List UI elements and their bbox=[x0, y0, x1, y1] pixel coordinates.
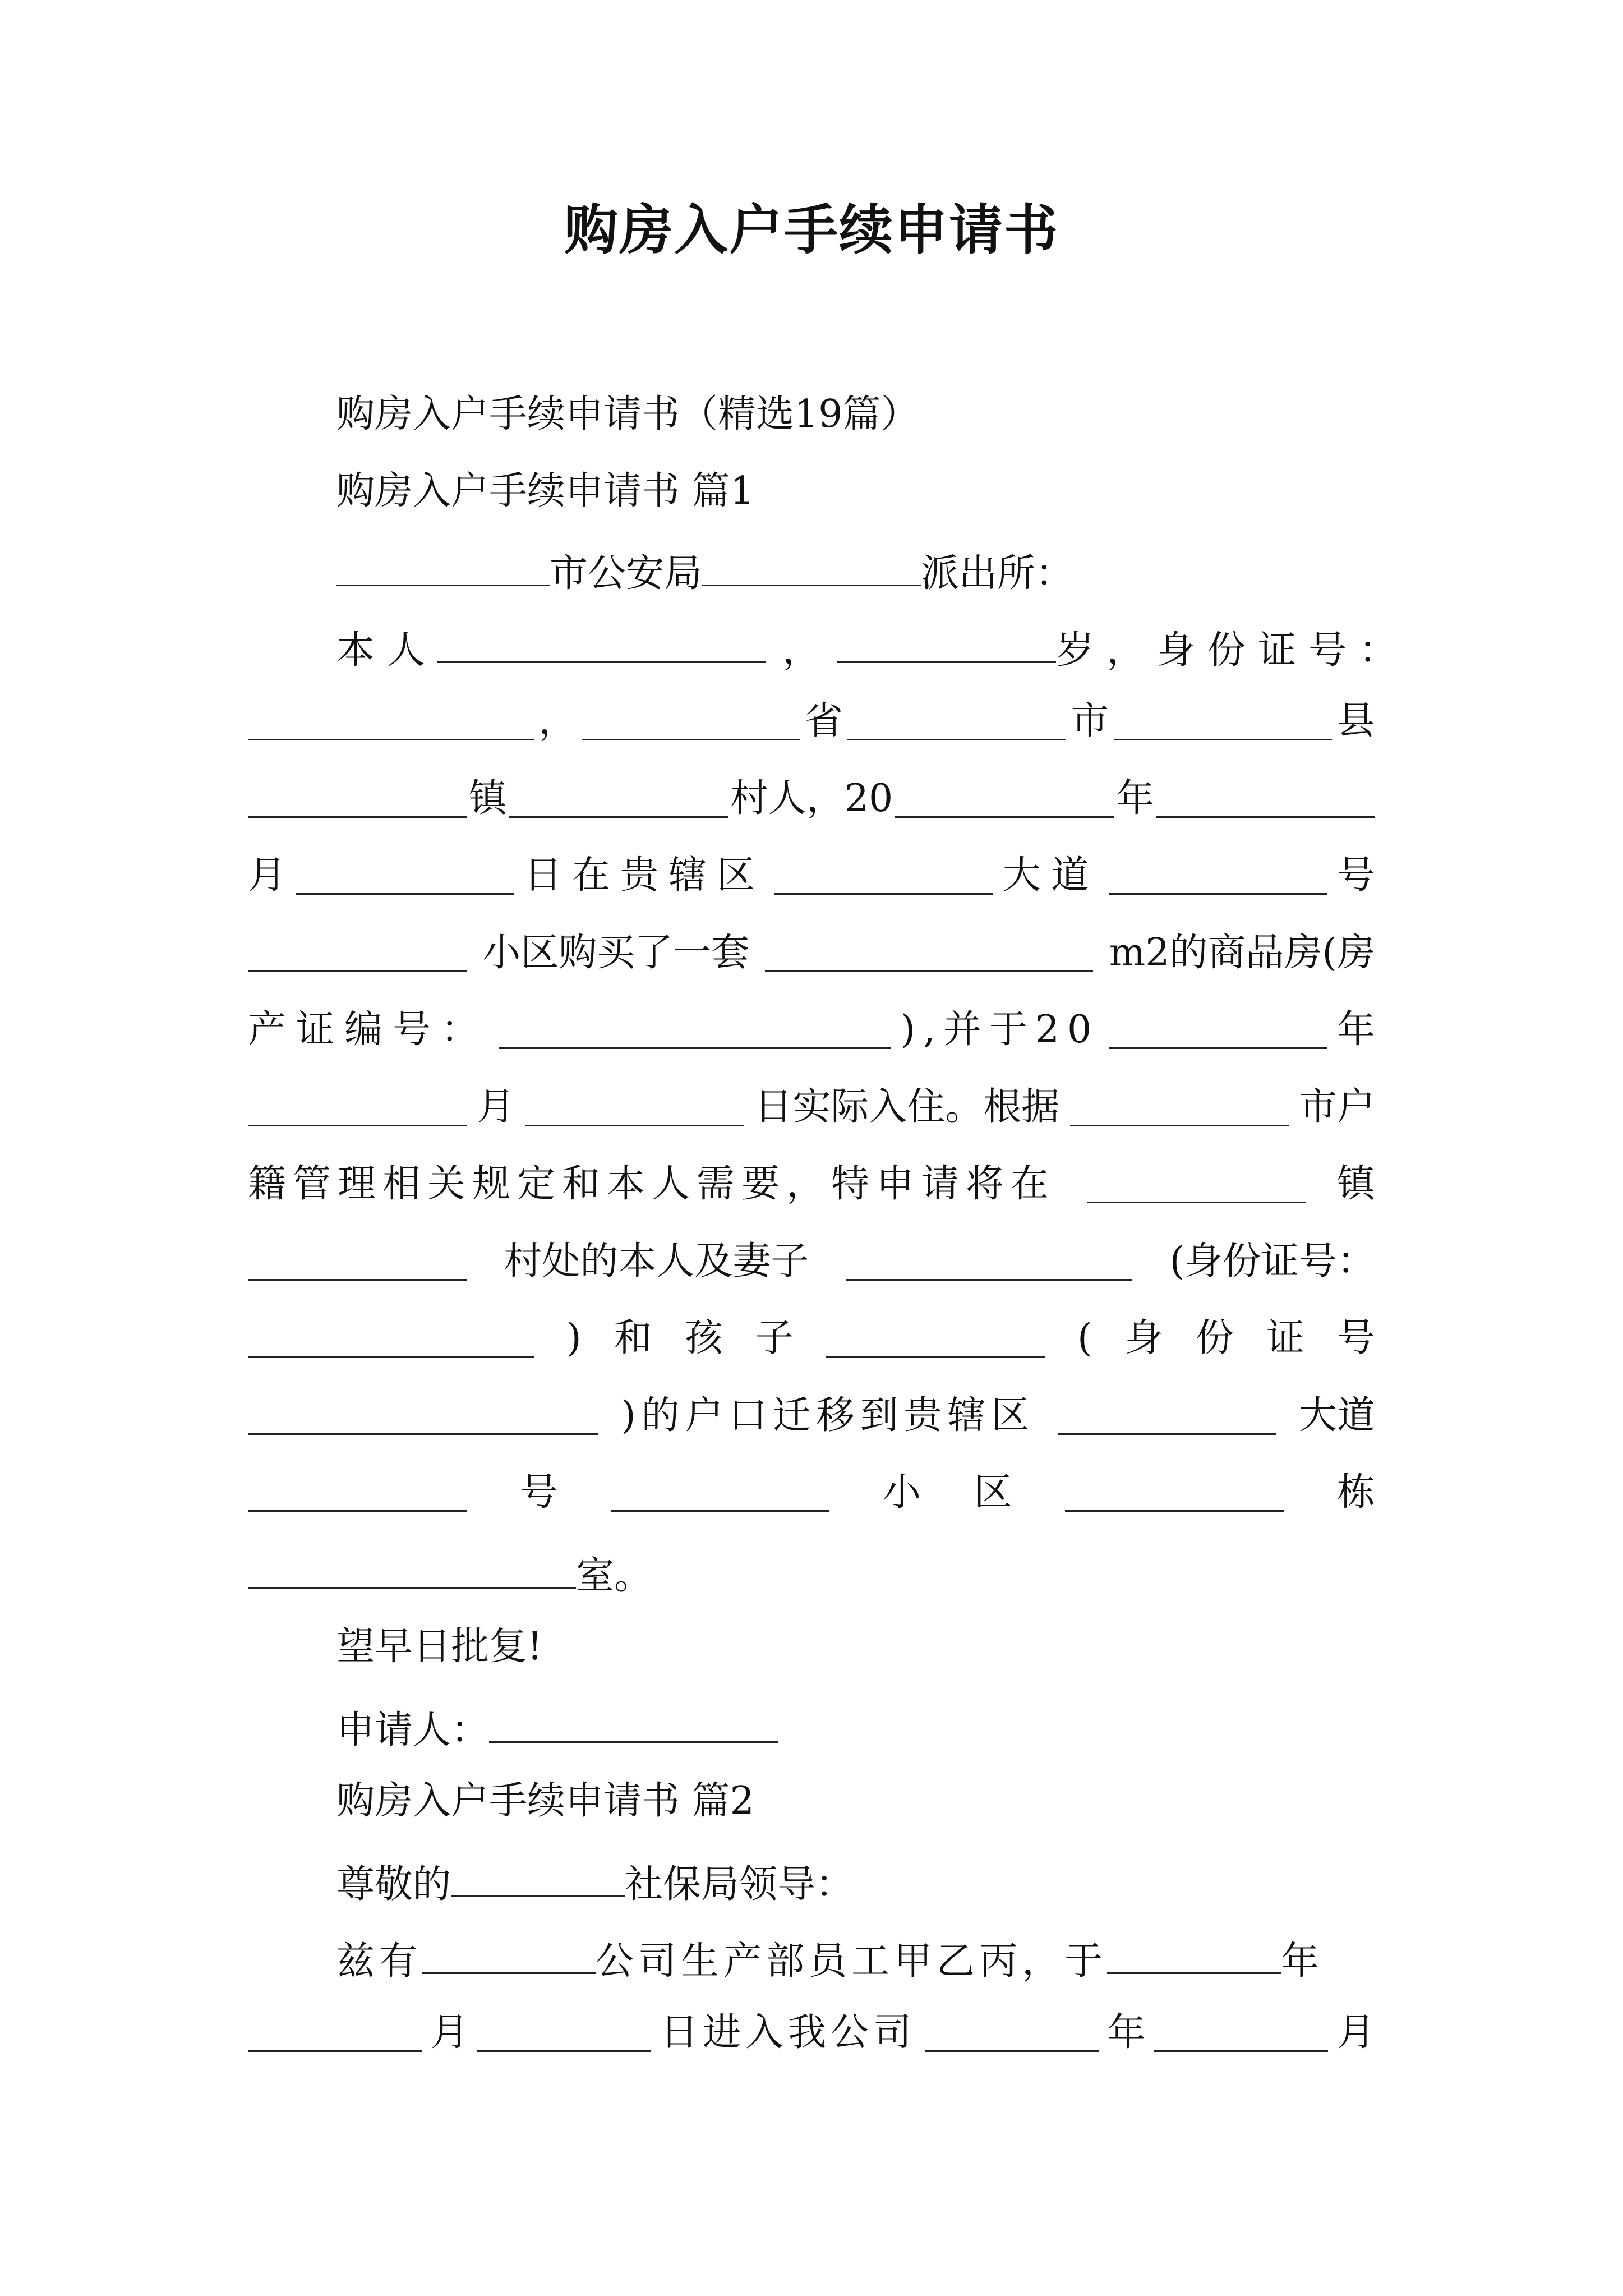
blank bbox=[296, 857, 514, 895]
blank bbox=[248, 780, 467, 818]
text: 村人，20 bbox=[730, 776, 893, 821]
blank bbox=[248, 1474, 467, 1512]
paragraph-line bbox=[248, 1393, 1375, 1438]
blank bbox=[1109, 1011, 1327, 1049]
blank bbox=[422, 1936, 596, 1974]
paragraph-line bbox=[248, 1007, 1375, 1052]
blank bbox=[437, 625, 766, 663]
text: 兹有 bbox=[336, 1939, 422, 1984]
paragraph-line bbox=[248, 699, 1375, 743]
blank bbox=[525, 1089, 744, 1126]
blank bbox=[1065, 1474, 1284, 1512]
text: 村处的本人及妻子 bbox=[504, 1239, 809, 1283]
text: 年 bbox=[1281, 1939, 1320, 1984]
applicant-line bbox=[336, 1705, 778, 1750]
blank bbox=[1058, 1397, 1276, 1435]
text: ( bbox=[1077, 1316, 1092, 1360]
paragraph-line bbox=[248, 2010, 1375, 2055]
paragraph-line bbox=[248, 1470, 1375, 1515]
text: 大道 bbox=[1002, 853, 1099, 898]
text: 月 bbox=[430, 2010, 469, 2055]
text: 年 bbox=[1107, 2010, 1146, 2055]
text: 籍管理相关规定和本人需要，特申请将在 bbox=[248, 1162, 1056, 1206]
text: 孩 bbox=[684, 1316, 723, 1360]
section-heading: 购房入户手续申请书 篇1 bbox=[336, 469, 754, 513]
blank bbox=[895, 780, 1114, 818]
paragraph-line bbox=[336, 625, 1410, 673]
text: 号 bbox=[1336, 853, 1375, 898]
document-title: 购房入户手续申请书 bbox=[564, 198, 1059, 261]
text: 尊敬的 bbox=[336, 1862, 451, 1907]
blank bbox=[1156, 780, 1375, 818]
text: 栋 bbox=[1336, 1470, 1375, 1515]
blank bbox=[509, 780, 728, 818]
blank bbox=[1109, 857, 1327, 895]
blank bbox=[1114, 703, 1332, 740]
text: 年 bbox=[1336, 1007, 1375, 1052]
paragraph-line bbox=[248, 853, 1375, 898]
paragraph-line bbox=[248, 1162, 1375, 1206]
address-line bbox=[336, 549, 1074, 596]
text: 和 bbox=[614, 1316, 652, 1360]
blank bbox=[837, 625, 1056, 663]
text: 市公安局 bbox=[550, 551, 703, 596]
text: 号 bbox=[1336, 1316, 1375, 1360]
blank bbox=[846, 1243, 1132, 1281]
blank bbox=[451, 1860, 625, 1897]
address-line bbox=[336, 1860, 854, 1907]
text: 小 bbox=[882, 1470, 921, 1515]
blank bbox=[1087, 1166, 1306, 1203]
text: 岁，身份证号： bbox=[1056, 628, 1410, 673]
text: 本人 bbox=[336, 628, 438, 673]
text: 派出所： bbox=[921, 551, 1074, 596]
text: 份 bbox=[1195, 1316, 1234, 1360]
blank bbox=[248, 1397, 598, 1435]
blank bbox=[336, 549, 550, 586]
paragraph-line bbox=[248, 1239, 1375, 1283]
text: 镇 bbox=[468, 776, 507, 821]
blank bbox=[477, 2014, 651, 2052]
blank bbox=[248, 1243, 467, 1281]
text: 月 bbox=[248, 853, 287, 898]
text: 大道 bbox=[1298, 1393, 1375, 1438]
blank bbox=[248, 1089, 467, 1126]
blank bbox=[826, 1320, 1045, 1358]
text: 子 bbox=[755, 1316, 794, 1360]
text: 小区购买了一套 bbox=[482, 931, 750, 975]
paragraph-line bbox=[248, 776, 1375, 821]
text: 社保局领导： bbox=[625, 1862, 854, 1907]
blank bbox=[582, 703, 800, 740]
text: 号 bbox=[519, 1470, 558, 1515]
document-subtitle: 购房入户手续申请书（精选19篇） bbox=[336, 392, 919, 436]
section-heading: 购房入户手续申请书 篇2 bbox=[336, 1779, 754, 1823]
paragraph-line bbox=[248, 1316, 1375, 1360]
blank bbox=[248, 703, 534, 740]
paragraph-line bbox=[248, 1551, 653, 1598]
text: m2的商品房(房 bbox=[1109, 931, 1375, 975]
text: ) bbox=[566, 1316, 582, 1360]
closing-line: 望早日批复! bbox=[336, 1625, 543, 1669]
paragraph-line bbox=[336, 1936, 1320, 1984]
blank bbox=[611, 1474, 829, 1512]
blank bbox=[774, 857, 993, 895]
text: 公司生产部员工甲乙丙，于 bbox=[596, 1939, 1108, 1984]
text: 证 bbox=[1266, 1316, 1304, 1360]
text: 月 bbox=[1336, 2010, 1375, 2055]
blank bbox=[847, 703, 1066, 740]
text: ， bbox=[782, 628, 821, 673]
text: 市户 bbox=[1298, 1085, 1375, 1129]
text: 日实际入住。根据 bbox=[754, 1085, 1060, 1129]
text: 市 bbox=[1071, 699, 1109, 743]
text: 产证编号： bbox=[248, 1007, 490, 1052]
text: (身份证号： bbox=[1169, 1239, 1375, 1283]
text: 区 bbox=[974, 1470, 1012, 1515]
blank bbox=[702, 549, 921, 586]
blank bbox=[248, 1551, 576, 1589]
blank bbox=[925, 2014, 1099, 2052]
text: 月 bbox=[477, 1085, 515, 1129]
blank bbox=[765, 935, 1093, 972]
text: 镇 bbox=[1336, 1162, 1375, 1206]
text: 年 bbox=[1116, 776, 1155, 821]
blank bbox=[248, 2014, 422, 2052]
blank bbox=[1070, 1089, 1289, 1126]
blank bbox=[1107, 1936, 1281, 1974]
text: 省 bbox=[804, 699, 843, 743]
paragraph-line bbox=[248, 1085, 1375, 1129]
text: 日在贵辖区 bbox=[523, 853, 765, 898]
text: 日进入我公司 bbox=[660, 2010, 916, 2055]
text: 室。 bbox=[576, 1554, 653, 1598]
paragraph-line bbox=[248, 931, 1375, 975]
text: ),并于20 bbox=[900, 1007, 1100, 1052]
text: )的户口迁移到贵辖区 bbox=[621, 1393, 1035, 1438]
text: ， bbox=[538, 699, 577, 743]
blank bbox=[499, 1011, 891, 1049]
blank bbox=[1154, 2014, 1328, 2052]
applicant-label: 申请人： bbox=[336, 1708, 490, 1752]
blank bbox=[248, 935, 467, 972]
text: 县 bbox=[1336, 699, 1375, 743]
blank bbox=[248, 1320, 534, 1358]
signature-blank bbox=[489, 1705, 778, 1743]
text: 身 bbox=[1124, 1316, 1163, 1360]
